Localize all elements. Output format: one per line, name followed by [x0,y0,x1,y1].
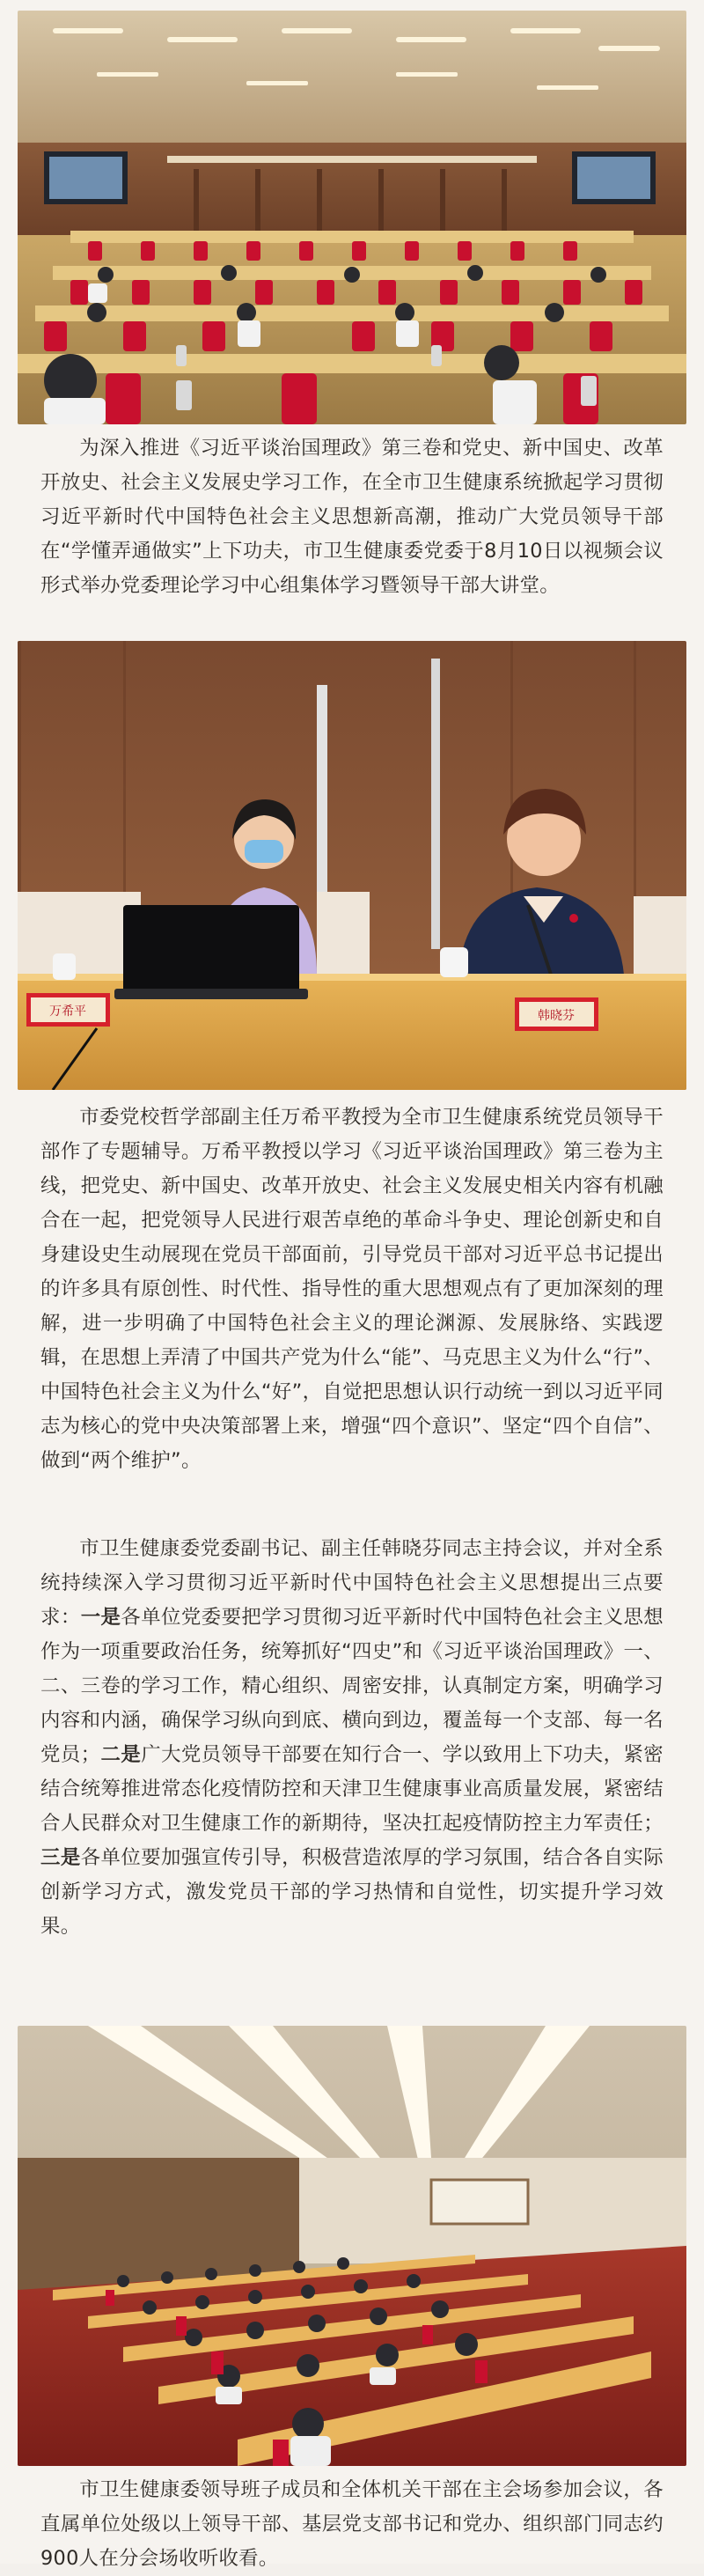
nameplate-right: 韩晓芬 [538,1009,575,1023]
audience-hall-image [18,2026,686,2466]
point-2-text: 广大党员领导干部要在知行合一、学以致用上下功夫，紧密结合统筹推进常态化疫情防控和天津卫生健康事业高质量发展，紧密结合人民群众对卫生健康工作的新期待，坚决扛起疫情防控主力军责任； [40,1743,664,1835]
paragraph-2-text: 市委党校哲学部副主任万希平教授为全市卫生健康系统党员领导干部作了专题辅导。万希平教授以学习《习近平谈治国理政》第三卷为主线，把党史、新中国史、改革开放史、社会主义发展史相关内容有机融合在一起，把党领导人民进行艰苦卓绝的革命斗争史、理论创新史和自身建设史生动展现在党员干部面前，引导党员干部对习近平总书记提出的许多具有原创性、时代性、指导性的重大思想观点有了更加深刻的理解，进一步明确了中国特色社会主义的理论渊源、发展脉络、实践逻辑，在思想上弄清了中国共产党为什么“能”、马克思主义为什么“行”、中国特色社会主义为什么“好”，自觉把思想认识行动统一到以习近平同志为核心的党中央决策部署上来，增强“四个意识”、坚定“四个自信”、做到“两个维护”。 [40,1106,664,1472]
paragraph-4 [18,2473,686,2576]
photo-audience-hall [18,2026,686,2466]
nameplate-left: 万希平 [49,1005,86,1019]
paragraph-2 [18,1100,686,1514]
paragraph-3-intro: 市卫生健康委党委副书记、副主任韩晓芬同志主持会议，并对全系统持续深入学习贯彻习近平新时代中国特色社会主义思想提出三点要求： [40,1537,664,1629]
point-2-label: 二是 [100,1743,142,1766]
point-1-text: 各单位党委要把学习贯彻习近平新时代中国特色社会主义思想作为一项重要政治任务，统筹抓好“四史”和《习近平谈治国理政》一、二、三卷的学习工作，精心组织、周密安排，认真制定方案，明确学习内容和内涵，确保学习纵向到底、横向到边，覆盖每一个支部、每一名党员； [40,1606,664,1766]
meeting-hall-image [18,11,686,424]
paragraph-1 [18,431,686,641]
point-3-text: 各单位要加强宣传引导，积极营造浓厚的学习氛围，结合各自实际创新学习方式，激发党员干部的学习热情和自觉性，切实提升学习效果。 [40,1846,664,1938]
photo-meeting-hall [18,11,686,424]
paragraph-3 [18,1532,686,2019]
point-3-label: 三是 [40,1846,81,1869]
paragraph-4-text: 市卫生健康委领导班子成员和全体机关干部在主会场参加会议，各直属单位处级以上领导干部、基层党支部书记和党办、组织部门同志约900人在分会场收听收看。 [40,2478,664,2570]
paragraph-1-text: 为深入推进《习近平谈治国理政》第三卷和党史、新中国史、改革开放史、社会主义发展史学习工作，在全市卫生健康系统掀起学习贯彻习近平新时代中国特色社会主义思想新高潮，推动广大党员领导干部在“学懂弄通做实”上下功夫，市卫生健康委党委于8月10日以视频会议形式举办党委理论学习中心组集体学习暨领导干部大讲堂。 [40,437,664,597]
photo-speakers [18,641,686,1090]
point-1-label: 一是 [80,1606,121,1629]
speakers-image [18,641,686,1090]
